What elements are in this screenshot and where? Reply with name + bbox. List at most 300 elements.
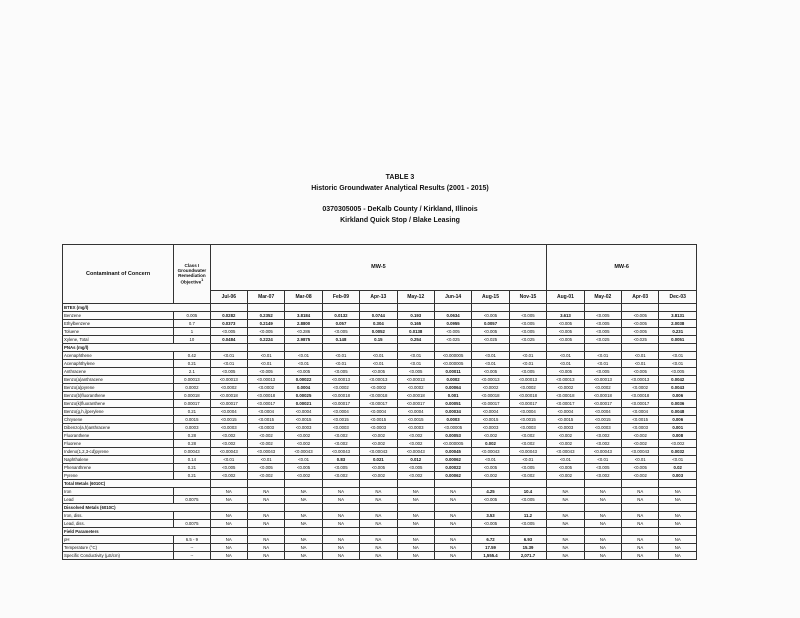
result-cell: 0.001 (434, 392, 471, 400)
result-cell: <0.002 (360, 432, 397, 440)
result-cell: <0.005 (247, 328, 284, 336)
result-cell: <0.00013 (509, 376, 547, 384)
result-cell: <0.01 (360, 352, 397, 360)
result-cell: <0.01 (397, 360, 434, 368)
result-cell: <0.00043 (584, 448, 621, 456)
result-cell: NA (210, 520, 247, 528)
objective-cell: 0.00018 (174, 392, 210, 400)
contaminant-cell: Fluoranthene (63, 432, 174, 440)
date-header-cell: May-12 (397, 291, 434, 304)
table-row (63, 416, 697, 424)
result-cell: NA (622, 536, 659, 544)
result-cell: <0.0015 (322, 416, 359, 424)
result-cell: <0.005 (472, 328, 509, 336)
result-cell: NA (622, 520, 659, 528)
result-cell: <0.00043 (210, 448, 247, 456)
empty-cell (622, 528, 659, 536)
result-cell: 0.0002 (434, 376, 471, 384)
result-cell: <0.0002 (247, 384, 284, 392)
result-cell: 0.00011 (434, 368, 471, 376)
result-cell: <0.005 (584, 312, 621, 320)
result-cell: <0.01 (472, 352, 509, 360)
result-cell: 0.02 (659, 464, 697, 472)
empty-cell (360, 504, 397, 512)
result-cell: <0.002 (397, 440, 434, 448)
result-cell: <0.00017 (322, 400, 359, 408)
result-cell: NA (584, 488, 621, 496)
result-cell: <0.0015 (285, 416, 322, 424)
result-cell: NA (397, 520, 434, 528)
result-cell: <0.0003 (360, 424, 397, 432)
empty-cell (434, 504, 471, 512)
result-cell: 0.0036 (659, 400, 697, 408)
result-cell: 0.0484 (210, 336, 247, 344)
empty-cell (659, 480, 697, 488)
result-cell: NA (659, 496, 697, 504)
empty-cell (659, 344, 697, 352)
result-cell: <0.005 (584, 464, 621, 472)
result-cell: NA (584, 496, 621, 504)
contaminant-cell: Acenaphthylene (63, 360, 174, 368)
empty-cell (659, 304, 697, 312)
result-cell: NA (285, 496, 322, 504)
result-cell: <0.002 (322, 432, 359, 440)
objective-cell (174, 488, 210, 496)
empty-cell (397, 528, 434, 536)
result-cell: <0.002 (210, 440, 247, 448)
result-cell: NA (285, 520, 322, 528)
empty-cell (210, 528, 247, 536)
result-cell: 2.8800 (285, 320, 322, 328)
result-cell: 0.0003 (434, 416, 471, 424)
empty-cell (472, 344, 509, 352)
table-row (63, 392, 697, 400)
result-cell: NA (210, 544, 247, 552)
objective-cell: 0.21 (174, 472, 210, 480)
result-cell: 0.0138 (397, 328, 434, 336)
result-cell: <0.01 (285, 360, 322, 368)
result-cell: <0.0002 (584, 384, 621, 392)
contaminant-cell: Naphthalene (63, 456, 174, 464)
result-cell: NA (584, 520, 621, 528)
result-cell: <0.00013 (247, 376, 284, 384)
contaminant-cell: Ethylbenzene (63, 320, 174, 328)
empty-cell (472, 528, 509, 536)
result-cell: <0.0015 (622, 416, 659, 424)
empty-cell (622, 480, 659, 488)
result-cell: 1,555.4 (472, 552, 509, 560)
result-cell: 0.15 (360, 336, 397, 344)
result-cell: <0.0003 (509, 424, 547, 432)
result-cell: <0.0004 (322, 408, 359, 416)
result-cell: 0.0032 (659, 448, 697, 456)
contaminant-cell: Specific Conductivity (µS/cm) (63, 552, 174, 560)
table-row (63, 536, 697, 544)
objective-cell: 0.21 (174, 360, 210, 368)
result-cell: NA (659, 536, 697, 544)
result-cell: <0.0004 (397, 408, 434, 416)
result-cell: <0.005 (622, 368, 659, 376)
result-cell: <0.005 (584, 328, 621, 336)
result-cell: <0.005 (547, 368, 584, 376)
result-cell: <0.00018 (547, 392, 584, 400)
contaminant-cell: Benzo(a)pyrene (63, 384, 174, 392)
result-cell: NA (322, 488, 359, 496)
contaminant-cell: Lead (63, 496, 174, 504)
result-cell: NA (622, 496, 659, 504)
result-cell: NA (584, 552, 621, 560)
objective-header: Class I Groundwater Remediation Objective$^1$ (174, 245, 210, 304)
result-cell: <0.0002 (360, 384, 397, 392)
result-cell: <0.005 (472, 496, 509, 504)
empty-cell (622, 304, 659, 312)
result-cell: <0.0003 (247, 424, 284, 432)
result-cell: NA (247, 488, 284, 496)
contaminant-cell: Xylene, Total (63, 336, 174, 344)
result-cell: NA (547, 496, 584, 504)
result-cell: <0.005 (509, 464, 547, 472)
objective-cell: 0.005 (174, 312, 210, 320)
empty-cell (509, 304, 547, 312)
result-cell: <0.005 (472, 368, 509, 376)
result-cell: NA (285, 552, 322, 560)
result-cell: <0.025 (622, 336, 659, 344)
result-cell: <0.005 (547, 328, 584, 336)
result-cell: <0.00013 (322, 376, 359, 384)
result-cell: <0.01 (509, 456, 547, 464)
table-row (63, 512, 697, 520)
result-cell: 0.00051 (434, 400, 471, 408)
result-cell: NA (285, 488, 322, 496)
result-cell: <0.002 (285, 440, 322, 448)
empty-cell (547, 480, 584, 488)
objective-cell: 0.0015 (174, 416, 210, 424)
date-header-cell: Dec-03 (659, 291, 697, 304)
result-cell: 0.012 (397, 456, 434, 464)
empty-cell (285, 504, 322, 512)
result-cell: <0.0003 (622, 424, 659, 432)
table-row (63, 464, 697, 472)
table-row (63, 496, 697, 504)
table-row (63, 520, 697, 528)
objective-cell: 2.1 (174, 368, 210, 376)
result-cell: <0.000005 (434, 352, 471, 360)
result-cell: <0.005 (509, 328, 547, 336)
well-b-header: MW-6 (547, 245, 697, 291)
empty-cell (509, 344, 547, 352)
result-cell: <0.005 (622, 328, 659, 336)
result-cell: <0.00013 (360, 376, 397, 384)
result-cell: 0.0042 (659, 376, 697, 384)
result-cell: <0.002 (322, 440, 359, 448)
result-cell: <0.002 (322, 472, 359, 480)
result-cell: NA (322, 520, 359, 528)
contaminant-cell: Phenanthrene (63, 464, 174, 472)
result-cell: <0.0002 (472, 384, 509, 392)
result-cell: NA (360, 488, 397, 496)
result-cell: <0.0003 (584, 424, 621, 432)
result-cell: <0.005 (509, 368, 547, 376)
result-cell: <0.0015 (210, 416, 247, 424)
objective-cell: 0.0003 (174, 424, 210, 432)
result-cell: <0.0015 (509, 416, 547, 424)
objective-cell: 0.7 (174, 320, 210, 328)
empty-cell (322, 504, 359, 512)
result-cell: NA (397, 544, 434, 552)
table-row (63, 328, 697, 336)
result-cell: <0.01 (322, 352, 359, 360)
result-cell: <0.0003 (210, 424, 247, 432)
result-cell: <0.00018 (360, 392, 397, 400)
result-cell: <0.002 (659, 440, 697, 448)
objective-cell: -- (174, 544, 210, 552)
result-cell: <0.002 (584, 472, 621, 480)
result-cell: <0.005 (547, 336, 584, 344)
result-cell: 3.8184 (285, 312, 322, 320)
contaminant-cell: Benzo(b)fluoranthene (63, 392, 174, 400)
result-cell: <0.01 (509, 352, 547, 360)
empty-cell (322, 344, 359, 352)
result-cell: <0.005 (547, 320, 584, 328)
result-cell: NA (584, 544, 621, 552)
table-row (63, 424, 697, 432)
result-cell: 0.304 (360, 320, 397, 328)
result-cell: <0.0015 (397, 416, 434, 424)
result-cell: <0.002 (584, 432, 621, 440)
empty-cell (247, 304, 284, 312)
objective-cell: 6.5 - 9 (174, 536, 210, 544)
table-row (63, 472, 697, 480)
result-cell: <0.0002 (547, 384, 584, 392)
result-cell: <0.01 (659, 360, 697, 368)
table-row (63, 312, 697, 320)
result-cell: <0.002 (584, 440, 621, 448)
date-header-cell: Nov-15 (509, 291, 547, 304)
result-cell: <0.005 (659, 368, 697, 376)
result-cell: <0.00017 (509, 400, 547, 408)
result-cell: 0.003 (659, 472, 697, 480)
result-cell: 0.0057 (472, 320, 509, 328)
result-cell: 0.00021 (285, 400, 322, 408)
result-cell: <0.01 (584, 352, 621, 360)
result-cell: NA (322, 552, 359, 560)
result-cell: NA (397, 488, 434, 496)
result-cell: <0.002 (247, 440, 284, 448)
result-cell: <0.005 (584, 320, 621, 328)
result-cell: <0.002 (622, 472, 659, 480)
empty-cell (434, 304, 471, 312)
result-cell: <0.002 (622, 432, 659, 440)
result-cell: <0.00043 (547, 448, 584, 456)
result-cell: <0.025 (434, 336, 471, 344)
result-cell: <0.00017 (472, 400, 509, 408)
objective-cell: 0.42 (174, 352, 210, 360)
empty-cell (547, 344, 584, 352)
result-cell: <0.00043 (285, 448, 322, 456)
result-cell: 15.39 (509, 544, 547, 552)
result-cell: <0.01 (547, 456, 584, 464)
objective-cell: 0.00017 (174, 400, 210, 408)
empty-cell (210, 480, 247, 488)
empty-cell (622, 504, 659, 512)
result-cell: NA (434, 544, 471, 552)
section-title: Total Metals (6010C) (63, 480, 211, 488)
result-cell: <0.005 (622, 320, 659, 328)
result-cell: NA (360, 544, 397, 552)
result-cell: <0.002 (397, 432, 434, 440)
result-cell: <0.0002 (397, 384, 434, 392)
result-cell: 0.00062 (434, 456, 471, 464)
objective-cell: 1 (174, 328, 210, 336)
result-cell: <0.002 (360, 472, 397, 480)
result-cell: <0.00043 (360, 448, 397, 456)
objective-cell: 10 (174, 336, 210, 344)
contaminant-cell: pH (63, 536, 174, 544)
result-cell: 3.613 (547, 312, 584, 320)
well-a-header: MW-5 (210, 245, 547, 291)
date-header-cell: Mar-07 (247, 291, 284, 304)
table-row (63, 376, 697, 384)
result-cell: NA (360, 512, 397, 520)
result-cell: NA (247, 552, 284, 560)
result-cell: 0.83 (322, 456, 359, 464)
result-cell: NA (434, 520, 471, 528)
result-cell: 0.00062 (434, 472, 471, 480)
result-cell: NA (434, 496, 471, 504)
result-cell: <0.002 (285, 472, 322, 480)
result-cell: NA (322, 544, 359, 552)
result-cell: <0.01 (210, 360, 247, 368)
date-header-cell: May-02 (584, 291, 621, 304)
result-cell: <0.005 (322, 368, 359, 376)
result-cell: 0.0052 (360, 328, 397, 336)
section-row (63, 504, 697, 512)
empty-cell (434, 528, 471, 536)
result-cell: <0.01 (547, 352, 584, 360)
result-cell: <0.00017 (247, 400, 284, 408)
section-title: Field Parameters (63, 528, 211, 536)
result-cell: <0.002 (472, 432, 509, 440)
result-cell: 0.231 (659, 328, 697, 336)
result-cell: <0.025 (584, 336, 621, 344)
result-cell: <0.005 (472, 520, 509, 528)
result-cell: <0.00043 (472, 448, 509, 456)
result-cell: <0.0004 (509, 408, 547, 416)
objective-cell: 0.00013 (174, 376, 210, 384)
result-cell: NA (247, 496, 284, 504)
result-cell: NA (322, 496, 359, 504)
result-cell: 0.00034 (434, 408, 471, 416)
result-cell: <0.01 (509, 360, 547, 368)
empty-cell (210, 344, 247, 352)
empty-cell (285, 344, 322, 352)
result-cell: 0.0132 (322, 312, 359, 320)
empty-cell (434, 480, 471, 488)
result-cell: 6.93 (509, 536, 547, 544)
result-cell: <0.0004 (584, 408, 621, 416)
site-name: Kirkland Quick Stop / Blake Leasing (340, 217, 460, 224)
result-cell: <0.0002 (622, 384, 659, 392)
result-cell: NA (434, 512, 471, 520)
result-cell: <0.0004 (622, 408, 659, 416)
result-cell: NA (322, 512, 359, 520)
result-cell: <0.01 (622, 456, 659, 464)
result-cell: <0.0004 (472, 408, 509, 416)
result-cell: NA (622, 552, 659, 560)
objective-cell: 0.0002 (174, 384, 210, 392)
empty-cell (397, 480, 434, 488)
section-title: Dissolved Metals (6010C) (63, 504, 211, 512)
table-row (63, 440, 697, 448)
table-row (63, 352, 697, 360)
result-cell: NA (247, 544, 284, 552)
result-cell: 0.193 (397, 312, 434, 320)
empty-cell (547, 304, 584, 312)
result-cell: <0.01 (659, 352, 697, 360)
result-cell: <0.005 (472, 464, 509, 472)
contaminant-cell: Dibenzo(a,h)anthracene (63, 424, 174, 432)
result-cell: <0.0015 (360, 416, 397, 424)
result-cell: <0.002 (472, 472, 509, 480)
result-cell: 2,071.7 (509, 552, 547, 560)
objective-cell: 0.21 (174, 408, 210, 416)
empty-cell (472, 480, 509, 488)
result-cell: <0.005 (285, 368, 322, 376)
result-cell: <0.0003 (472, 424, 509, 432)
empty-cell (509, 480, 547, 488)
result-cell: <0.005 (360, 464, 397, 472)
result-cell: <0.00018 (247, 392, 284, 400)
contaminant-cell: Chrysene (63, 416, 174, 424)
result-cell: 3.8131 (659, 312, 697, 320)
result-cell: 0.0955 (434, 320, 471, 328)
result-cell: NA (547, 488, 584, 496)
result-cell: <0.0002 (509, 384, 547, 392)
result-cell: 11.2 (509, 512, 547, 520)
result-cell: 3.53 (472, 512, 509, 520)
section-row (63, 480, 697, 488)
result-cell: NA (360, 552, 397, 560)
empty-cell (434, 344, 471, 352)
result-cell: 0.00045 (434, 448, 471, 456)
result-cell: <0.002 (509, 440, 547, 448)
result-cell: <0.002 (210, 472, 247, 480)
result-cell: 0.0048 (659, 408, 697, 416)
result-cell: <0.01 (622, 360, 659, 368)
result-cell: NA (397, 552, 434, 560)
result-cell: NA (622, 512, 659, 520)
result-cell: <0.005 (210, 368, 247, 376)
date-header-cell: Mar-08 (285, 291, 322, 304)
table-row (63, 448, 697, 456)
result-cell: NA (584, 512, 621, 520)
result-cell: NA (210, 512, 247, 520)
result-cell: <0.01 (584, 360, 621, 368)
result-cell: <0.01 (285, 352, 322, 360)
contaminant-cell: Iron (63, 488, 174, 496)
empty-cell (247, 480, 284, 488)
result-cell: <0.000005 (434, 360, 471, 368)
result-cell: <0.002 (622, 440, 659, 448)
result-cell: <0.005 (509, 312, 547, 320)
result-cell: <0.002 (210, 432, 247, 440)
result-cell: <0.01 (322, 360, 359, 368)
result-cell: <0.00043 (322, 448, 359, 456)
empty-cell (659, 528, 697, 536)
table-body (63, 304, 697, 560)
result-cell: <0.005 (322, 464, 359, 472)
empty-cell (584, 304, 621, 312)
